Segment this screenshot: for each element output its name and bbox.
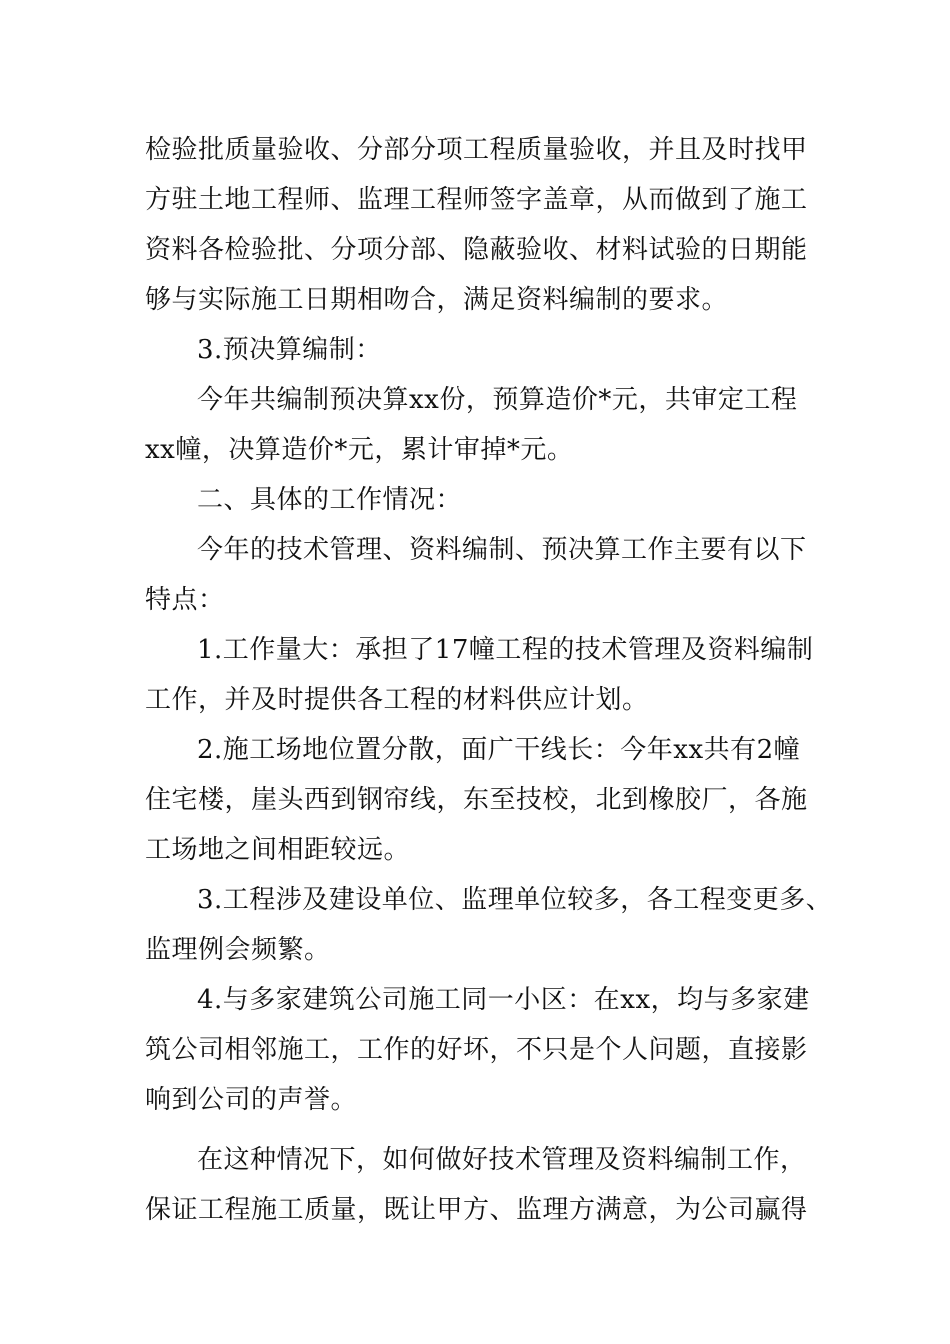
text-line: 今年的技术管理、资料编制、预决算工作主要有以下: [197, 535, 807, 565]
text-line: 够与实际施工日期相吻合，满足资料编制的要求。: [145, 285, 729, 315]
text-line: 今年共编制预决算xx份，预算造价*元，共审定工程: [197, 385, 798, 415]
list-item: 2.施工场地位置分散，面广干线长：今年xx共有2幢: [197, 735, 801, 765]
list-item: 3.工程涉及建设单位、监理单位较多，各工程变更多、: [197, 885, 833, 915]
text-line: 在这种情况下，如何做好技术管理及资料编制工作，: [197, 1145, 807, 1175]
list-item: 4.与多家建筑公司施工同一小区：在xx，均与多家建: [197, 985, 810, 1015]
text-line: 保证工程施工质量，既让甲方、监理方满意，为公司赢得: [145, 1195, 808, 1225]
text-line: 特点：: [145, 585, 225, 615]
text-line: xx幢，决算造价*元，累计审掉*元。: [145, 435, 574, 465]
text-line: 资料各检验批、分项分部、隐蔽验收、材料试验的日期能: [145, 235, 808, 265]
section-heading: 二、具体的工作情况：: [197, 485, 463, 515]
text-line: 响到公司的声誉。: [145, 1085, 358, 1115]
text-line: 住宅楼，崖头西到钢帘线，东至技校，北到橡胶厂，各施: [145, 785, 808, 815]
text-line: 监理例会频繁。: [145, 935, 331, 965]
text-line: 工场地之间相距较远。: [145, 835, 411, 865]
section-heading: 3.预决算编制：: [197, 335, 382, 365]
text-line: 方驻土地工程师、监理工程师签字盖章，从而做到了施工: [145, 185, 808, 215]
list-item: 1.工作量大：承担了17幢工程的技术管理及资料编制: [197, 635, 814, 665]
text-line: 检验批质量验收、分部分项工程质量验收，并且及时找甲: [145, 135, 808, 165]
text-line: 筑公司相邻施工，工作的好坏，不只是个人问题，直接影: [145, 1035, 808, 1065]
text-line: 工作，并及时提供各工程的材料供应计划。: [145, 685, 649, 715]
